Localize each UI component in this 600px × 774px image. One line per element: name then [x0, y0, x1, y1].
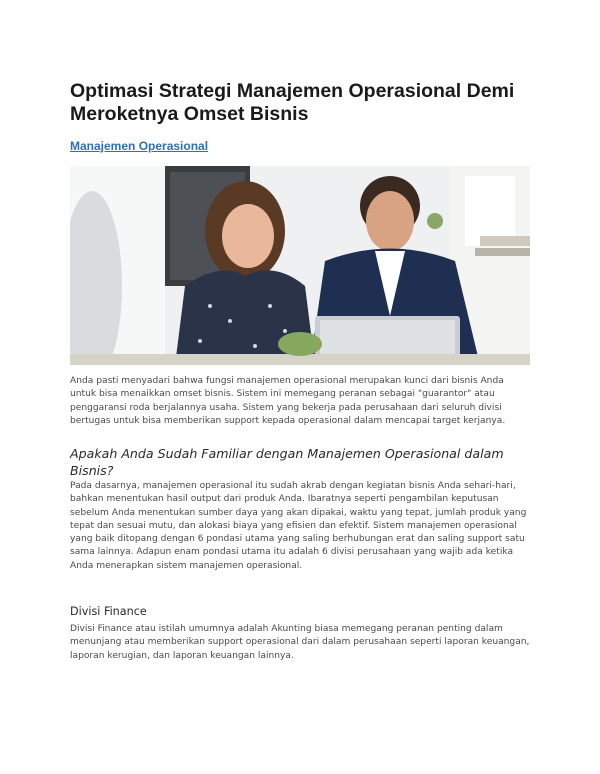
section-paragraph: Pada dasarnya, manajemen operasional itu sudah akrab dengan kegiatan bisnis Anda sehari-hari, bahkan menentukan hasil output dari produk Anda. Ibaratnya seperti pengambilan keputusan sebelum Anda menentukan sumber daya yang akan dipakai, waktu yang tepat, jumlah produk yang tepat dan sesuai mutu, dan alokasi biaya yang efisien dan efektif. Sistem manajemen operasional yang baik ditopang dengan 6 pondasi utama yang saling berhubungan erat dan saling support satu sama lainnya. Adapun enam pondasi utama itu adalah 6 divisi perusahaan yang wajib ada ketika Anda menerapkan sistem manajemen operasional. [70, 481, 527, 571]
intro-paragraph: Anda pasti menyadari bahwa fungsi manajemen operasional merupakan kunci dari bisnis Anda untuk bisa menaikkan omset bisnis. Sistem ini memegang peranan sebagai "guarantor" atau penggaransi roda berjalannya usaha. Sistem yang bekerja pada perusahaan dari seluruh divisi bertugas untuk bisa memberikan support kepada operasional dalam mencapai target kerjanya. [70, 376, 506, 426]
section-heading: Apakah Anda Sudah Familiar dengan Manajemen Operasional dalam Bisnis? [70, 446, 504, 478]
subsection-heading: Divisi Finance [70, 605, 147, 618]
category-link[interactable]: Manajemen Operasional [70, 139, 209, 153]
article-title: Optimasi Strategi Manajemen Operasional Demi Meroketnya Omset Bisnis [70, 80, 515, 125]
subsection-paragraph: Divisi Finance atau istilah umumnya adalah Akunting biasa memegang peranan penting dalam menunjang atau memberikan support operasional dari dalam perusahaan seperti laporan keuangan, laporan kerugian, dan laporan keuangan lainnya. [70, 624, 530, 661]
article-photo [70, 166, 530, 365]
